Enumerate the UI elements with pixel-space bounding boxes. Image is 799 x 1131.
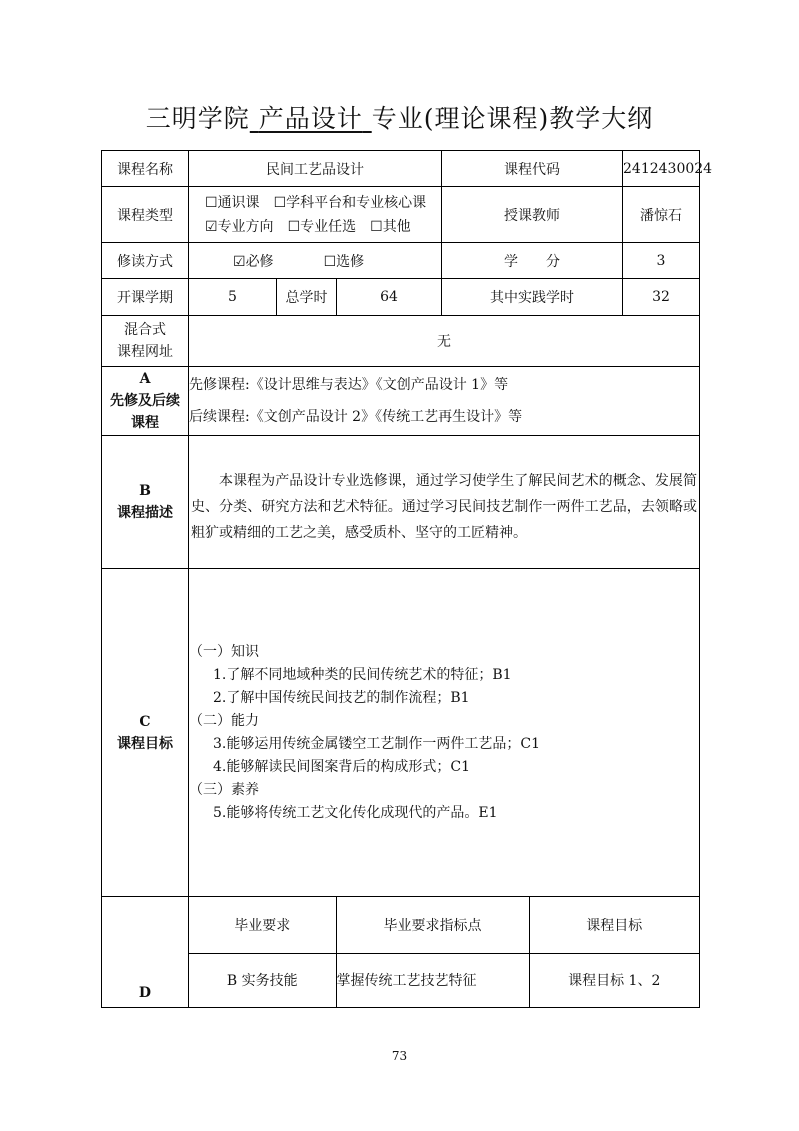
type-option-core[interactable]: ☐学科平台和专业核心课	[273, 194, 427, 211]
study-mode-options	[189, 243, 442, 279]
credit-value: 3	[623, 243, 700, 279]
course-code-value: 2412430024	[623, 151, 700, 187]
goal-heading-literacy: （三）素养	[189, 781, 259, 798]
course-name-label: 课程名称	[102, 151, 189, 187]
total-hours-value: 64	[337, 279, 442, 316]
graduation-requirements-table	[189, 897, 699, 1007]
course-goals	[189, 569, 700, 897]
section-a-label: A 先修及后续 课程	[102, 367, 189, 436]
course-name-value: 民间工艺品设计	[189, 151, 442, 187]
goal-heading-knowledge: （一）知识	[189, 643, 259, 660]
credit-label: 学 分	[442, 243, 623, 279]
prereq-text: 先修课程:《设计思维与表达》《文创产品设计 1》等	[189, 377, 509, 393]
goal-item-5: 5.能够将传统工艺文化传化成现代的产品。E1	[213, 804, 498, 821]
study-mode-label: 修读方式	[102, 243, 189, 279]
mixed-course-label: 混合式 课程网址	[102, 316, 189, 367]
col-header-requirement: 毕业要求	[189, 897, 336, 953]
table-cell-indicator: 掌握传统工艺技艺特征	[336, 953, 529, 1007]
col-header-indicator: 毕业要求指标点	[336, 897, 529, 953]
col-header-goal: 课程目标	[529, 897, 699, 953]
semester-label: 开课学期	[102, 279, 189, 316]
semester-value: 5	[189, 279, 277, 316]
goal-item-4: 4.能够解读民间图案背后的构成形式；C1	[213, 758, 470, 775]
course-description-text: 本课程为产品设计专业选修课，通过学习使学生了解民间艺术的概念、发展简史、分类、研究方法和艺术特征。通过学习民间技艺制作一两件工艺品，去领略或粗犷或精细的工艺之美，感受质朴、坚守的工匠精神。	[191, 473, 697, 541]
type-option-other[interactable]: ☐其他	[370, 218, 411, 235]
prerequisite-courses	[189, 367, 700, 436]
goal-heading-ability: （二）能力	[189, 712, 259, 729]
study-option-required[interactable]: ☑必修	[233, 253, 274, 270]
type-option-elective[interactable]: ☐专业任选	[287, 218, 357, 235]
title-prefix: 三明学院	[145, 104, 250, 133]
title-suffix: 专业(理论课程)教学大纲	[371, 104, 654, 133]
goal-item-3: 3.能够运用传统金属镂空工艺制作一两件工艺品；C1	[213, 735, 540, 752]
page-number: 73	[391, 1049, 408, 1063]
section-b-label: B 课程描述	[102, 436, 189, 569]
table-cell-goal: 课程目标 1、2	[568, 973, 661, 990]
course-type-options	[189, 187, 442, 243]
table-cell-requirement: B 实务技能	[189, 953, 336, 1007]
course-description	[189, 436, 700, 569]
practice-hours-label: 其中实践学时	[442, 279, 623, 316]
title-major: 产品设计	[258, 104, 363, 133]
graduation-requirements	[189, 897, 700, 1008]
teacher-value: 潘惊石	[623, 187, 700, 243]
syllabus-table	[101, 150, 713, 1008]
section-c-label: C 课程目标	[102, 569, 189, 897]
course-code-label: 课程代码	[442, 151, 623, 187]
type-option-general[interactable]: ☐通识课	[205, 194, 260, 211]
section-d-label: D	[102, 897, 189, 1008]
type-option-direction[interactable]: ☑专业方向	[205, 218, 274, 235]
followup-text: 后续课程:《文创产品设计 2》《传统工艺再生设计》等	[189, 409, 523, 425]
mixed-course-url-value: 无	[189, 316, 700, 367]
goal-item-2: 2.了解中国传统民间技艺的制作流程；B1	[213, 689, 470, 706]
study-option-elective[interactable]: ☐选修	[323, 253, 365, 270]
practice-hours-value: 32	[623, 279, 700, 316]
goal-item-1: 1.了解不同地域种类的民间传统艺术的特征；B1	[213, 666, 512, 683]
teacher-label: 授课教师	[442, 187, 623, 243]
total-hours-label: 总学时	[277, 279, 337, 316]
page-title	[0, 99, 799, 135]
course-type-label: 课程类型	[102, 187, 189, 243]
